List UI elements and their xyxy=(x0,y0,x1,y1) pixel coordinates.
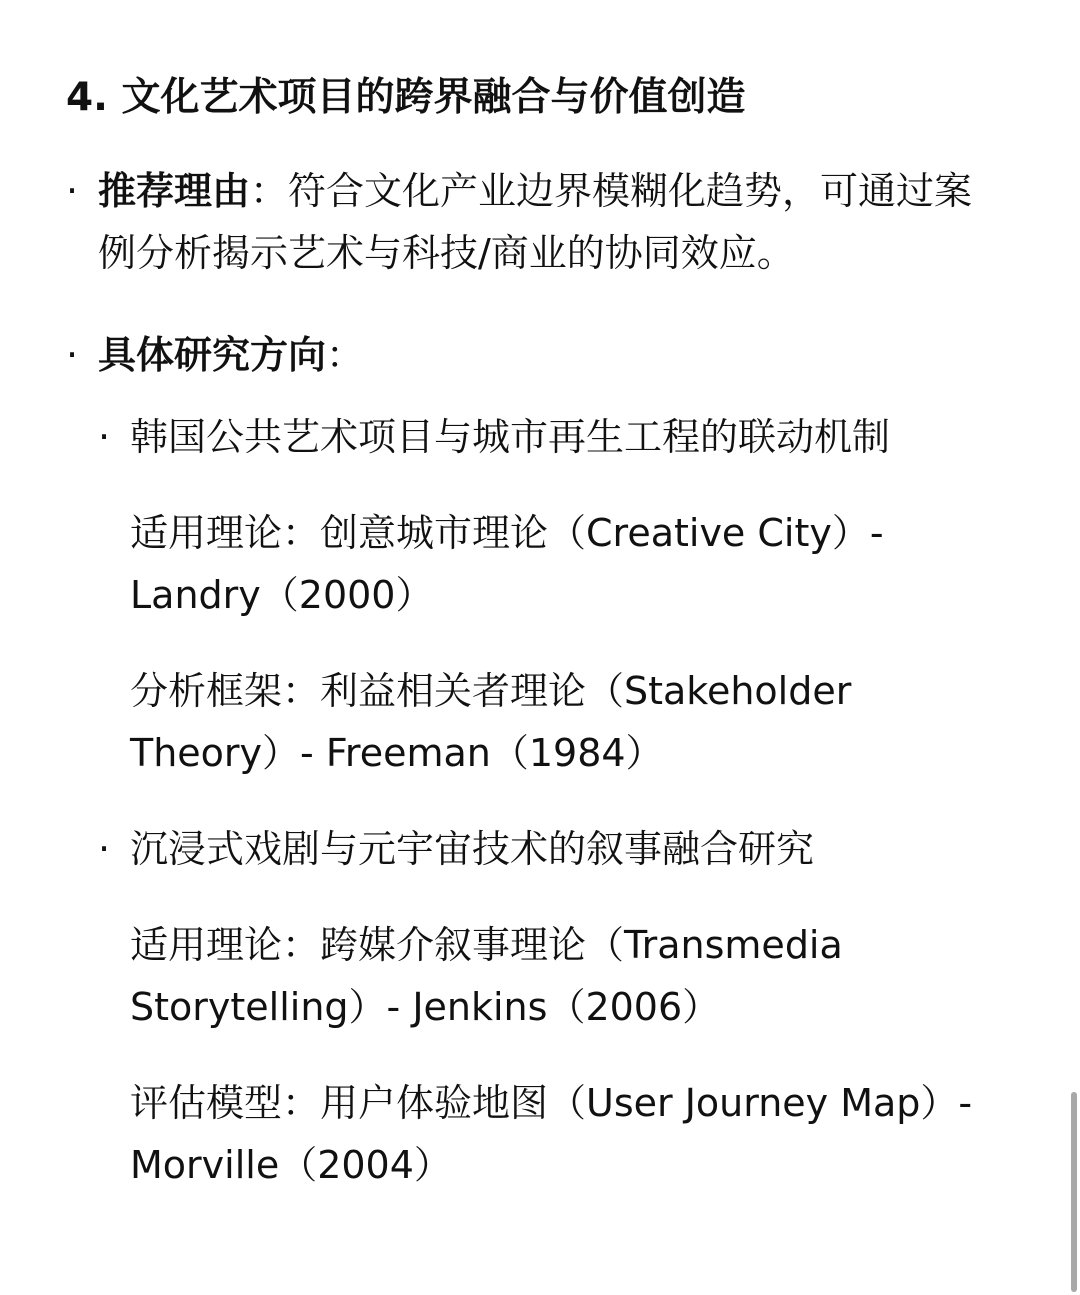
reason-colon: ： xyxy=(250,169,289,213)
direction-title: 沉浸式戏剧与元宇宙技术的叙事融合研究 xyxy=(130,827,815,871)
reason-bullet xyxy=(66,160,1006,284)
directions-list xyxy=(98,406,1006,1196)
reason-text: 符合文化产业边界模糊化趋势，可通过案例分析揭示艺术与科技/商业的协同效应。 xyxy=(98,169,973,275)
scrollbar-thumb[interactable] xyxy=(1071,1092,1077,1292)
direction-detail: 评估模型：用户体验地图（User Journey Map）- Morville（2004） xyxy=(130,1081,973,1187)
bullet-dot: · xyxy=(66,169,79,213)
bullet-dot: · xyxy=(98,415,111,459)
direction-detail: 适用理论：创意城市理论（Creative City）- Landry（2000） xyxy=(130,511,884,617)
reason-label: 推荐理由 xyxy=(98,169,251,213)
direction-item-title xyxy=(98,406,1006,468)
direction-detail: 适用理论：跨媒介叙事理论（Transmedia Storytelling）- Jenkins（2006） xyxy=(130,923,843,1029)
directions-label: 具体研究方向 xyxy=(98,333,327,377)
directions-colon: ： xyxy=(326,333,365,377)
section-heading: 4. 文化艺术项目的跨界融合与价值创造 xyxy=(66,75,746,120)
directions-bullet xyxy=(66,324,1006,386)
bullet-dot: · xyxy=(66,333,79,377)
direction-detail: 分析框架：利益相关者理论（Stakeholder Theory）- Freeman（1984） xyxy=(130,669,852,775)
message-content xyxy=(66,70,1006,1230)
bullet-dot: · xyxy=(98,827,111,871)
direction-item-title xyxy=(98,818,1006,880)
direction-title: 韩国公共艺术项目与城市再生工程的联动机制 xyxy=(130,415,891,459)
